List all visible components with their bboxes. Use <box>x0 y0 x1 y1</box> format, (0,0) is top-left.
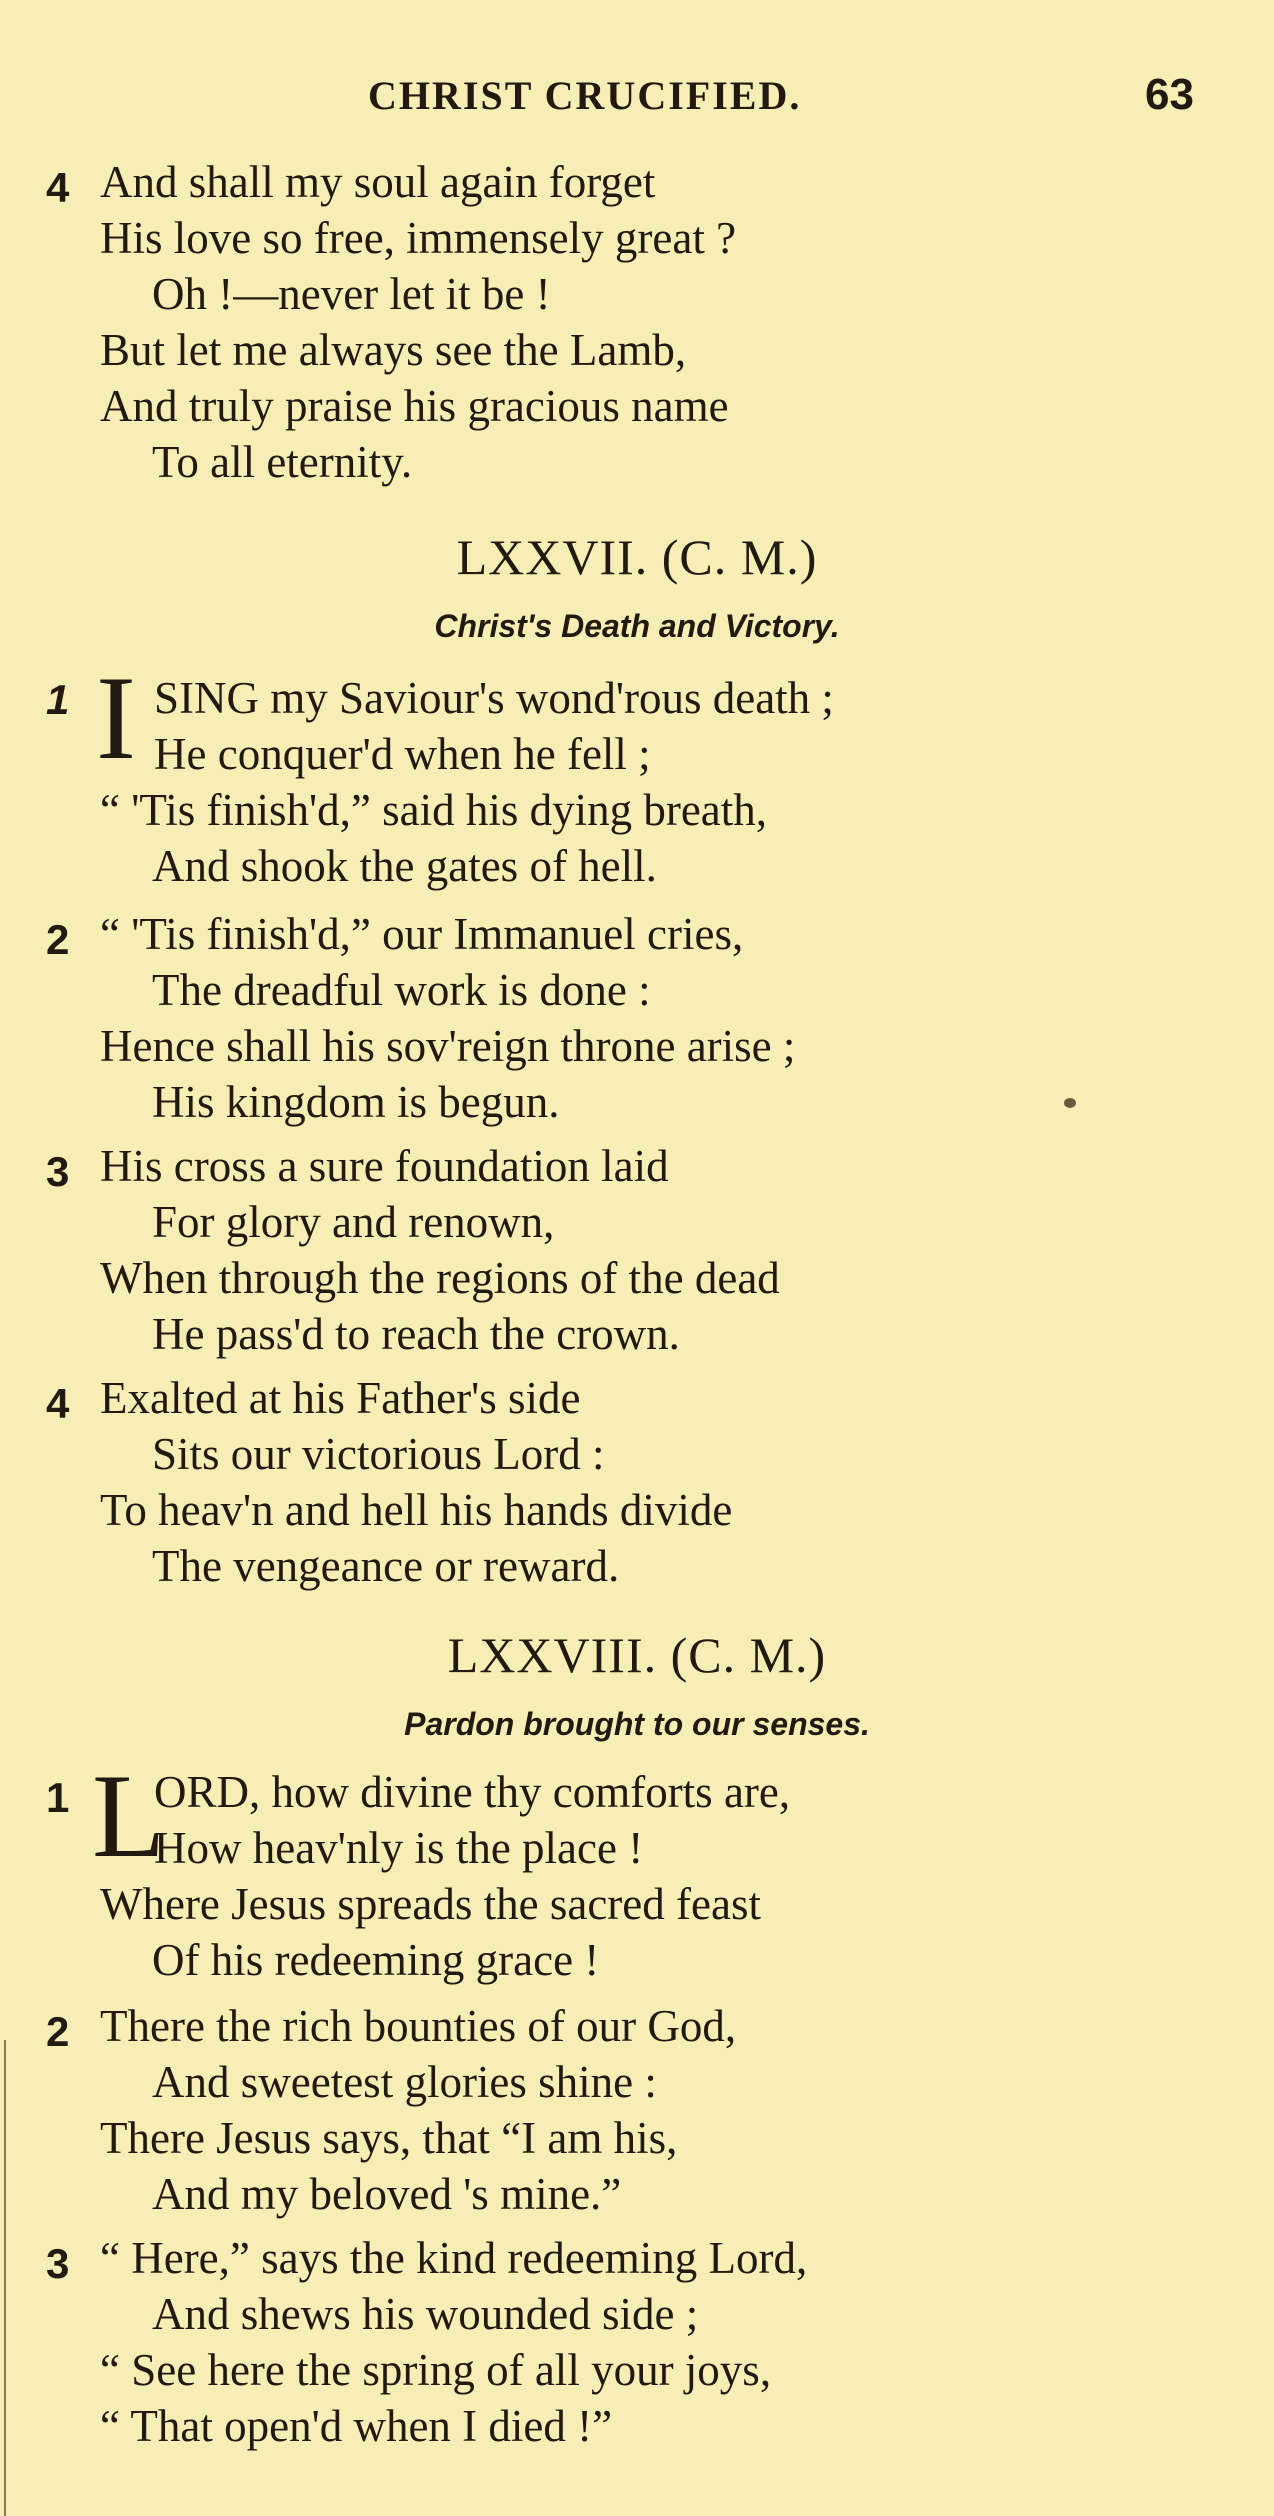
page-edge-mark <box>4 2040 6 2516</box>
hymn-title: LXXVII. (C. M.) <box>456 529 818 585</box>
stanza-number: 2 <box>46 916 70 963</box>
stanza-number: 2 <box>46 2008 70 2055</box>
ink-smudge <box>1064 1098 1076 1108</box>
verse-line: Oh !—never let it be ! <box>152 269 551 319</box>
verse-line: There the rich bounties of our God, <box>100 2001 737 2051</box>
page-header <box>0 72 1274 132</box>
verse-line: “ 'Tis finish'd,” our Immanuel cries, <box>100 909 744 959</box>
verse-line: For glory and renown, <box>152 1197 555 1247</box>
verse-line: The dreadful work is done : <box>152 965 651 1015</box>
verse-line: And shews his wounded side ; <box>152 2289 699 2339</box>
verse-line: His love so free, immensely great ? <box>100 213 737 263</box>
verse-line: How heav'nly is the place ! <box>154 1823 644 1873</box>
verse-line: And sweetest glories shine : <box>152 2057 657 2107</box>
hymn-subtitle: Christ's Death and Victory. <box>434 608 840 644</box>
verse-line: Of his redeeming grace ! <box>152 1935 600 1985</box>
verse-line: Exalted at his Father's side <box>100 1373 581 1423</box>
verse-line: But let me always see the Lamb, <box>100 325 687 375</box>
verse-line: He pass'd to reach the crown. <box>152 1309 680 1359</box>
verse-line: To all eternity. <box>152 437 413 487</box>
verse-line: He conquer'd when he fell ; <box>154 729 651 779</box>
hymn-subtitle: Pardon brought to our senses. <box>404 1706 870 1742</box>
verse-line: When through the regions of the dead <box>100 1253 780 1303</box>
verse-line: His kingdom is begun. <box>152 1077 560 1127</box>
verse-line: “ That open'd when I died !” <box>100 2401 613 2451</box>
stanza-number: 1 <box>46 1774 70 1821</box>
verse-line: “ Here,” says the kind redeeming Lord, <box>100 2233 808 2283</box>
verse-line: And shook the gates of hell. <box>152 841 657 891</box>
verse-line: His cross a sure foundation laid <box>100 1141 669 1191</box>
stanza-number: 4 <box>46 1380 70 1427</box>
verse-line: The vengeance or reward. <box>152 1541 620 1591</box>
drop-cap: I <box>96 651 136 784</box>
verse-line: Where Jesus spreads the sacred feast <box>100 1879 761 1929</box>
stanza-number: 1 <box>46 676 70 723</box>
verse-line: There Jesus says, that “I am his, <box>100 2113 678 2163</box>
running-title: CHRIST CRUCIFIED. <box>368 73 802 118</box>
stanza-number: 3 <box>46 2240 70 2287</box>
verse-line: Sits our victorious Lord : <box>152 1429 605 1479</box>
drop-cap: L <box>92 1749 166 1882</box>
page-number: 63 <box>1145 70 1194 119</box>
stanza-number: 3 <box>46 1148 70 1195</box>
verse-line: And shall my soul again forget <box>100 157 656 207</box>
verse-line: ORD, how divine thy comforts are, <box>154 1767 791 1817</box>
verse-line: Hence shall his sov'reign throne arise ; <box>100 1021 796 1071</box>
verse-line: And my beloved 's mine.” <box>152 2169 622 2219</box>
stanza-number: 4 <box>46 164 70 211</box>
verse-line: “ See here the spring of all your joys, <box>100 2345 772 2395</box>
verse-line: SING my Saviour's wond'rous death ; <box>154 673 834 723</box>
verse-line: “ 'Tis finish'd,” said his dying breath, <box>100 785 768 835</box>
verse-line: And truly praise his gracious name <box>100 381 729 431</box>
hymn-title: LXXVIII. (C. M.) <box>447 1627 827 1683</box>
verse-line: To heav'n and hell his hands divide <box>100 1485 733 1535</box>
